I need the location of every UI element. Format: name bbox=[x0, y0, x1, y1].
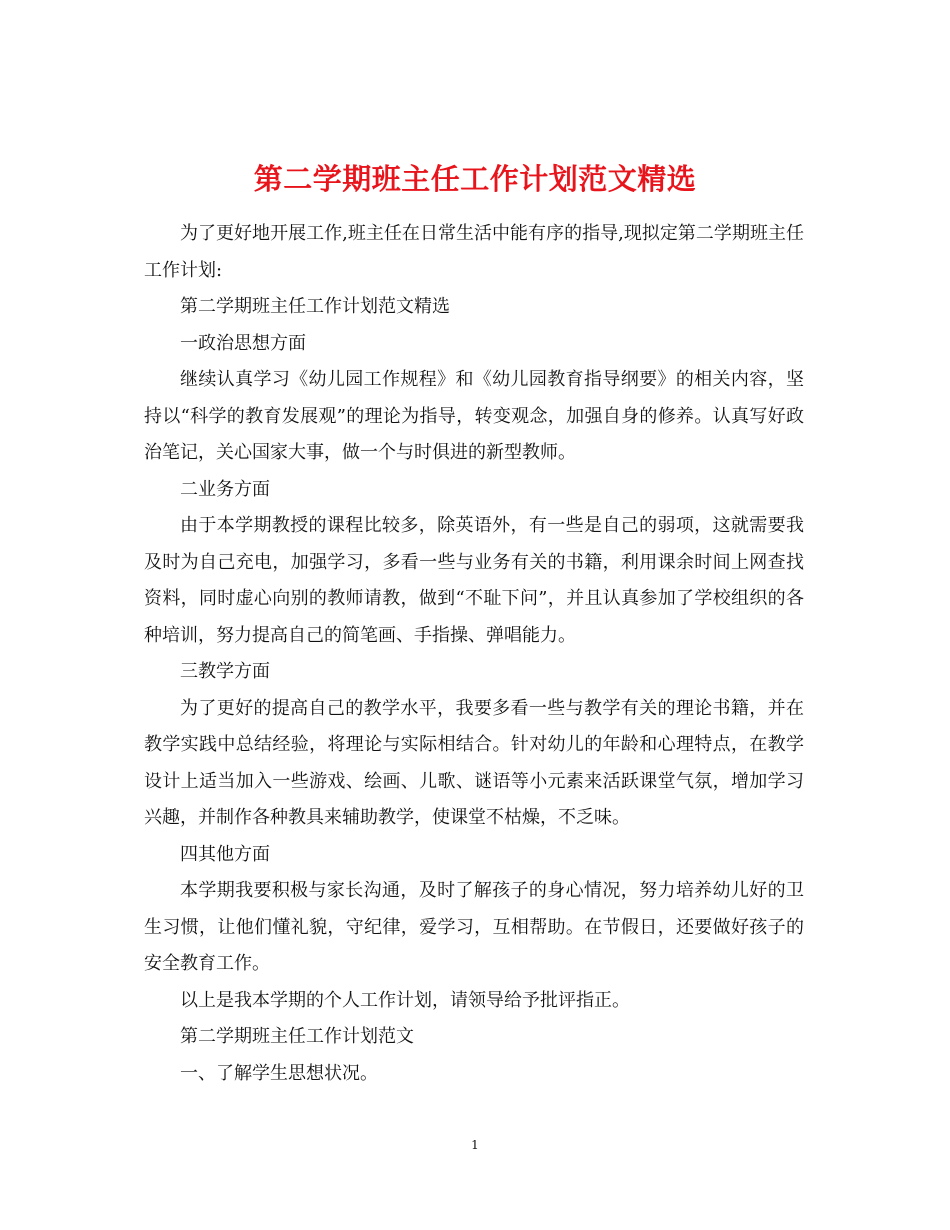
subtitle-line: 第二学期班主任工作计划范文精选 bbox=[180, 296, 450, 317]
business-paragraph: 由于本学期教授的课程比较多，除英语外，有一些是自己的弱项，这就需要我及时为自己充电，加强学习，多看一些与业务有关的书籍，利用课余时间上网查找资料，同时虚心向别的教师请教，做到“不耻下问”，并且认真参加了学校组织的各种培训，努力提高自己的简笔画、手指操、弹唱能力。 bbox=[144, 515, 804, 646]
teaching-paragraph: 为了更好的提高自己的教学水平，我要多看一些与教学有关的理论书籍，并在教学实践中总结经验，将理论与实际相结合。针对幼儿的年龄和心理特点，在教学设计上适当加入一些游戏、绘画、儿歌、谜语等小元素来活跃课堂气氛，增加学习兴趣，并制作各种教具来辅助教学，使课堂不枯燥，不乏味。 bbox=[144, 697, 804, 828]
section-heading-business: 二业务方面 bbox=[180, 478, 270, 500]
section-heading-teaching: 三教学方面 bbox=[180, 661, 270, 682]
list-item-student-thoughts: 一、了解学生思想状况。 bbox=[180, 1062, 378, 1084]
document-body bbox=[144, 216, 804, 1092]
closing-paragraph: 以上是我本学期的个人工作计划，请领导给予批评指正。 bbox=[180, 989, 630, 1011]
other-paragraph: 本学期我要积极与家长沟通，及时了解孩子的身心情况，努力培养幼儿好的卫生习惯，让他们懂礼貌，守纪律，爱学习，互相帮助。在节假日，还要做好孩子的安全教育工作。 bbox=[144, 880, 804, 974]
intro-paragraph: 为了更好地开展工作,班主任在日常生活中能有序的指导,现拟定第二学期班主任工作计划: bbox=[144, 223, 804, 281]
section-heading-politics: 一政治思想方面 bbox=[180, 332, 306, 354]
section-heading-other: 四其他方面 bbox=[180, 843, 270, 865]
second-plan-heading: 第二学期班主任工作计划范文 bbox=[180, 1026, 414, 1047]
politics-paragraph: 继续认真学习《幼儿园工作规程》和《幼儿园教育指导纲要》的相关内容，坚持以“科学的教育发展观”的理论为指导，转变观念，加强自身的修养。认真写好政治笔记，关心国家大事，做一个与时俱进的新型教师。 bbox=[144, 369, 804, 463]
page-number: 1 bbox=[471, 1138, 479, 1152]
page-title: 第二学期班主任工作计划范文精选 bbox=[253, 162, 697, 197]
